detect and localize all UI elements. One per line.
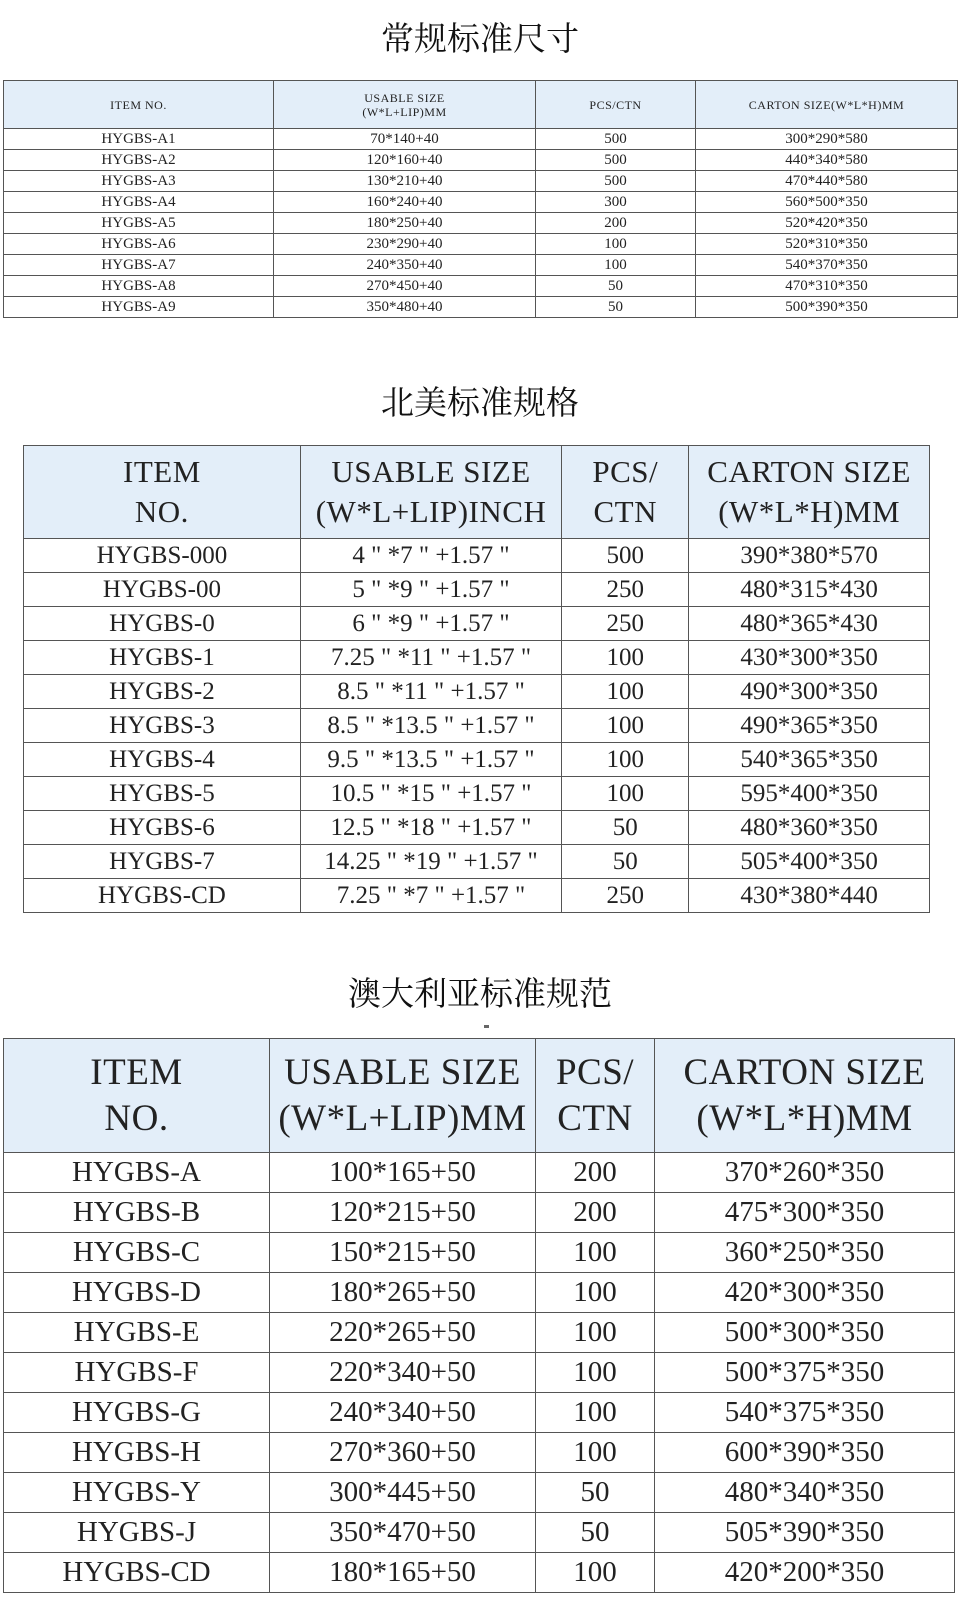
usable-size-cell: 120*160+40 [274,150,536,171]
table-row [4,255,958,276]
usable-size-cell: 12.5 " *18 " +1.57 " [300,811,561,845]
pcs-ctn-cell: 50 [536,297,696,318]
usable-size-cell: 4 " *7 " +1.57 " [300,539,561,573]
table-row [24,675,930,709]
item-no-cell: HYGBS-6 [24,811,301,845]
carton-size-cell: 540*375*350 [655,1393,955,1433]
pcs-ctn-cell: 500 [536,150,696,171]
item-no-cell: HYGBS-A5 [4,213,274,234]
pcs-ctn-cell: 100 [562,777,689,811]
item-no-cell: HYGBS-Y [4,1473,270,1513]
usable-size-cell: 14.25 " *19 " +1.57 " [300,845,561,879]
usable-size-cell: 9.5 " *13.5 " +1.57 " [300,743,561,777]
item-no-cell: HYGBS-5 [24,777,301,811]
usable-size-cell: 6 " *9 " +1.57 " [300,607,561,641]
pcs-ctn-cell: 100 [536,1433,655,1473]
header-pcs-ctn: PCS/ CTN [536,1039,655,1153]
header-usable-size: USABLE SIZE (W*L+LIP)INCH [300,446,561,539]
item-no-cell: HYGBS-1 [24,641,301,675]
carton-size-cell: 500*390*350 [696,297,958,318]
pcs-ctn-cell: 100 [562,743,689,777]
table-row [24,879,930,913]
table-row [4,1313,955,1353]
usable-size-cell: 100*165+50 [270,1153,536,1193]
pcs-ctn-cell: 100 [536,1553,655,1593]
table-row [4,1153,955,1193]
table-row [4,1513,955,1553]
carton-size-cell: 480*365*430 [689,607,930,641]
item-no-cell: HYGBS-A [4,1153,270,1193]
pcs-ctn-cell: 500 [562,539,689,573]
table-row [4,297,958,318]
carton-size-cell: 500*375*350 [655,1353,955,1393]
pcs-ctn-cell: 50 [536,1513,655,1553]
north-america-size-table [23,445,930,913]
usable-size-cell: 70*140+40 [274,129,536,150]
usable-size-cell: 350*480+40 [274,297,536,318]
header-carton-size: CARTON SIZE (W*L*H)MM [655,1039,955,1153]
pcs-ctn-cell: 250 [562,607,689,641]
carton-size-cell: 300*290*580 [696,129,958,150]
usable-size-cell: 7.25 " *11 " +1.57 " [300,641,561,675]
item-no-cell: HYGBS-A1 [4,129,274,150]
carton-size-cell: 500*300*350 [655,1313,955,1353]
carton-size-cell: 480*315*430 [689,573,930,607]
pcs-ctn-cell: 200 [536,1193,655,1233]
header-item-no: ITEM NO. [24,446,301,539]
carton-size-cell: 520*310*350 [696,234,958,255]
item-no-cell: HYGBS-CD [4,1553,270,1593]
usable-size-cell: 7.25 " *7 " +1.57 " [300,879,561,913]
table-header-row [4,81,958,129]
table-row [24,845,930,879]
table-row [24,573,930,607]
item-no-cell: HYGBS-2 [24,675,301,709]
carton-size-cell: 520*420*350 [696,213,958,234]
table-row [24,743,930,777]
usable-size-cell: 230*290+40 [274,234,536,255]
usable-size-cell: 160*240+40 [274,192,536,213]
usable-size-cell: 8.5 " *11 " +1.57 " [300,675,561,709]
carton-size-cell: 490*365*350 [689,709,930,743]
table-row [4,276,958,297]
pcs-ctn-cell: 100 [562,675,689,709]
carton-size-cell: 505*390*350 [655,1513,955,1553]
item-no-cell: HYGBS-A4 [4,192,274,213]
section-title-standard: 常规标准尺寸 [381,19,579,58]
item-no-cell: HYGBS-A2 [4,150,274,171]
carton-size-cell: 430*380*440 [689,879,930,913]
standard-size-table [3,80,958,318]
item-no-cell: HYGBS-F [4,1353,270,1393]
table-row [24,777,930,811]
pcs-ctn-cell: 500 [536,129,696,150]
table-row [24,539,930,573]
table-row [4,234,958,255]
item-no-cell: HYGBS-A7 [4,255,274,276]
header-carton-size: CARTON SIZE (W*L*H)MM [689,446,930,539]
item-no-cell: HYGBS-C [4,1233,270,1273]
usable-size-cell: 240*350+40 [274,255,536,276]
carton-size-cell: 490*300*350 [689,675,930,709]
header-item-no: ITEM NO. [4,1039,270,1153]
item-no-cell: HYGBS-00 [24,573,301,607]
pcs-ctn-cell: 50 [562,845,689,879]
usable-size-cell: 180*250+40 [274,213,536,234]
table-row [4,1393,955,1433]
pcs-ctn-cell: 100 [536,1313,655,1353]
header-usable-size: USABLE SIZE (W*L+LIP)MM [274,81,536,129]
carton-size-cell: 480*360*350 [689,811,930,845]
carton-size-cell: 480*340*350 [655,1473,955,1513]
pcs-ctn-cell: 100 [536,255,696,276]
table-row [4,213,958,234]
usable-size-cell: 120*215+50 [270,1193,536,1233]
header-item-no: ITEM NO. [4,81,274,129]
item-no-cell: HYGBS-7 [24,845,301,879]
table-row [4,1353,955,1393]
usable-size-cell: 220*340+50 [270,1353,536,1393]
table-row [4,1433,955,1473]
item-no-cell: HYGBS-0 [24,607,301,641]
usable-size-cell: 240*340+50 [270,1393,536,1433]
usable-size-cell: 300*445+50 [270,1473,536,1513]
item-no-cell: HYGBS-4 [24,743,301,777]
table-row [4,1193,955,1233]
usable-size-cell: 350*470+50 [270,1513,536,1553]
carton-size-cell: 420*300*350 [655,1273,955,1313]
table-row [24,607,930,641]
pcs-ctn-cell: 100 [562,709,689,743]
usable-size-cell: 270*360+50 [270,1433,536,1473]
carton-size-cell: 420*200*350 [655,1553,955,1593]
pcs-ctn-cell: 100 [536,1393,655,1433]
header-carton-size: CARTON SIZE(W*L*H)MM [696,81,958,129]
carton-size-cell: 600*390*350 [655,1433,955,1473]
pcs-ctn-cell: 500 [536,171,696,192]
carton-size-cell: 430*300*350 [689,641,930,675]
australia-size-table [3,1038,955,1593]
header-usable-size: USABLE SIZE (W*L+LIP)MM [270,1039,536,1153]
table-row [4,1233,955,1273]
item-no-cell: HYGBS-J [4,1513,270,1553]
pcs-ctn-cell: 100 [536,1273,655,1313]
carton-size-cell: 595*400*350 [689,777,930,811]
carton-size-cell: 390*380*570 [689,539,930,573]
pcs-ctn-cell: 50 [536,276,696,297]
pcs-ctn-cell: 100 [562,641,689,675]
table-row [24,641,930,675]
usable-size-cell: 150*215+50 [270,1233,536,1273]
usable-size-cell: 220*265+50 [270,1313,536,1353]
item-no-cell: HYGBS-E [4,1313,270,1353]
carton-size-cell: 440*340*580 [696,150,958,171]
header-pcs-ctn: PCS/CTN [536,81,696,129]
pcs-ctn-cell: 300 [536,192,696,213]
item-no-cell: HYGBS-G [4,1393,270,1433]
pcs-ctn-cell: 200 [536,213,696,234]
carton-size-cell: 360*250*350 [655,1233,955,1273]
usable-size-cell: 180*165+50 [270,1553,536,1593]
pcs-ctn-cell: 50 [536,1473,655,1513]
table-row [4,150,958,171]
table-row [4,1553,955,1593]
table-row [4,171,958,192]
table-row [24,811,930,845]
item-no-cell: HYGBS-000 [24,539,301,573]
item-no-cell: HYGBS-A3 [4,171,274,192]
carton-size-cell: 370*260*350 [655,1153,955,1193]
decorative-dot [484,1025,489,1028]
usable-size-cell: 270*450+40 [274,276,536,297]
table-row [24,709,930,743]
item-no-cell: HYGBS-B [4,1193,270,1233]
pcs-ctn-cell: 250 [562,879,689,913]
item-no-cell: HYGBS-A8 [4,276,274,297]
table-row [4,1473,955,1513]
usable-size-cell: 8.5 " *13.5 " +1.57 " [300,709,561,743]
pcs-ctn-cell: 100 [536,1353,655,1393]
item-no-cell: HYGBS-H [4,1433,270,1473]
carton-size-cell: 470*440*580 [696,171,958,192]
table-header-row [24,446,930,539]
section-title-australia: 澳大利亚标准规范 [348,974,612,1013]
pcs-ctn-cell: 100 [536,234,696,255]
usable-size-cell: 5 " *9 " +1.57 " [300,573,561,607]
usable-size-cell: 130*210+40 [274,171,536,192]
item-no-cell: HYGBS-D [4,1273,270,1313]
header-pcs-ctn: PCS/ CTN [562,446,689,539]
item-no-cell: HYGBS-A9 [4,297,274,318]
carton-size-cell: 560*500*350 [696,192,958,213]
pcs-ctn-cell: 250 [562,573,689,607]
table-row [4,1273,955,1313]
item-no-cell: HYGBS-CD [24,879,301,913]
item-no-cell: HYGBS-3 [24,709,301,743]
carton-size-cell: 540*365*350 [689,743,930,777]
table-row [4,129,958,150]
item-no-cell: HYGBS-A6 [4,234,274,255]
usable-size-cell: 10.5 " *15 " +1.57 " [300,777,561,811]
pcs-ctn-cell: 200 [536,1153,655,1193]
pcs-ctn-cell: 100 [536,1233,655,1273]
carton-size-cell: 470*310*350 [696,276,958,297]
carton-size-cell: 540*370*350 [696,255,958,276]
pcs-ctn-cell: 50 [562,811,689,845]
carton-size-cell: 475*300*350 [655,1193,955,1233]
carton-size-cell: 505*400*350 [689,845,930,879]
table-header-row [4,1039,955,1153]
section-title-north-america: 北美标准规格 [381,383,579,422]
table-row [4,192,958,213]
usable-size-cell: 180*265+50 [270,1273,536,1313]
